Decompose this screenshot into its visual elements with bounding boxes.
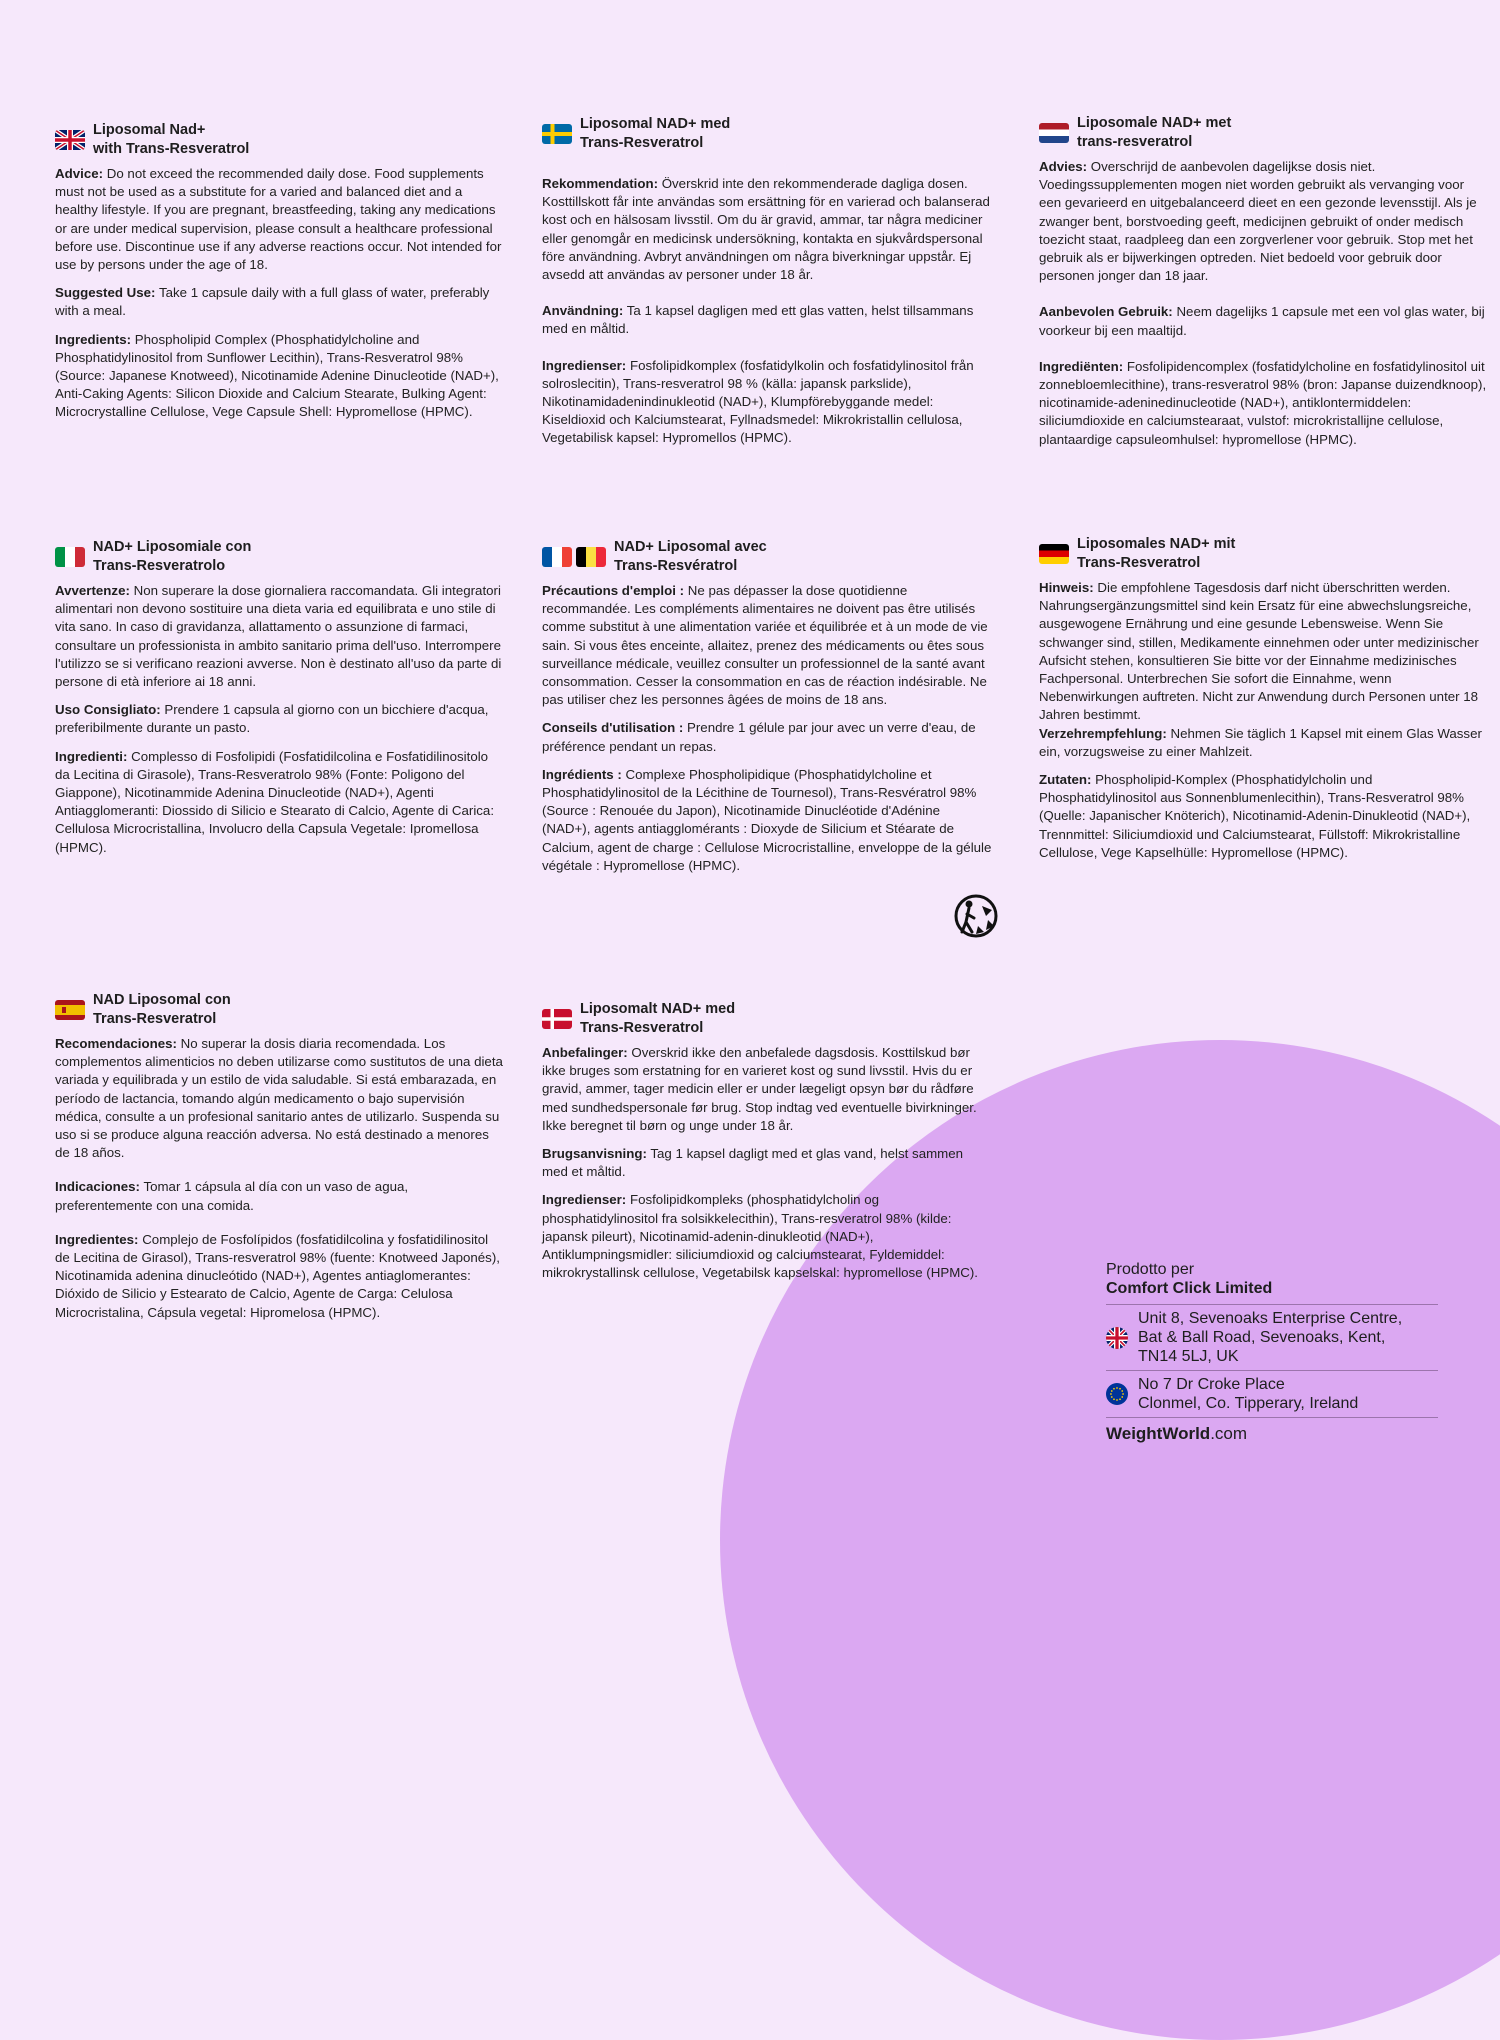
section-title: Liposomale NAD+ met trans-resveratrol	[1077, 115, 1232, 150]
section-french: NAD+ Liposomal avec Trans-Resvératrol Précautions d'emploi : Ne pas dépasser la dose quotidienne recommandée. Les compléments alimentaires ne doivent pas être utilisés comme substitut à une alimentation variée et équilibrée et à un mode de vie sain. Si vous êtes enceinte, allaitez, prenez des médicaments ou êtes sous surveillance médicale, veuillez consulter un professionnel de la santé avant consommation. Cesser la consommation en cas de réaction indésirable. Ne pas utiliser chez les personnes âgées de moins de 18 ans. Conseils d'utilisation : Prendre 1 gélule par jour avec un verre d'eau, de préférence pendant un repas. Ingrédients : Complexe Phospholipidique (Phosphatidylcholine et Phosphatidylinositol de la Lécithine de Tournesol), Trans-Resvératrol 98% (Source : Renouée du Japon), Nicotinamide Dinucléotide d'Adénine (NAD+), agents antiagglomérants : Dioxyde de Silicium et Stéarate de Calcium, agent de charge : Cellulose Microcristalline, enveloppe de la gélule végétale : Hypromellose (HPMC).	[542, 539, 992, 873]
section-title: Liposomales NAD+ mit Trans-Resveratrol	[1077, 536, 1236, 571]
section-english: Liposomal Nad+ with Trans-Resveratrol Advice: Do not exceed the recommended daily dose. Food supplements must not be used as a substitute for a varied and balanced diet and a healthy lifestyle. If you are pregnant, breastfeeding, taking any medications or are under medical supervision, please consult a healthcare professional before use. Discontinue use if any adverse reactions occur. Not intended for use by persons under the age of 18. Suggested Use: Take 1 capsule daily with a full glass of water, preferably with a meal. Ingredients: Phospholipid Complex (Phosphatidylcholine and Phosphatidylinositol from Sunflower Lecithin), Trans-Resveratrol 98% (Source: Japanese Knotweed), Nicotinamide Adenine Dinucleotide (NAD+), Anti-Caking Agents: Silicon Dioxide and Calcium Stearate, Bulking Agent: Microcrystalline Cellulose, Vege Capsule Shell: Hypromellose (HPMC).	[55, 122, 502, 420]
uk-flag-icon	[55, 130, 85, 150]
section-title: Liposomalt NAD+ med Trans-Resveratrol	[580, 1001, 736, 1036]
section-title: NAD+ Liposomiale con Trans-Resveratrolo	[93, 539, 252, 574]
spain-flag-icon	[55, 1000, 85, 1020]
section-spanish: NAD Liposomal con Trans-Resveratrol Recomendaciones: No superar la dosis diaria recomendada. Los complementos alimenticios no deben utilizarse como sustitutos de una dieta variada y equilibrada y un estilo de vida saludable. Si está embarazada, en período de lactancia, tomando algún medicamento o bajo supervisión médica, consulte a un profesional sanitario antes de utilizarlo. Suspenda su uso si se produce alguna reacción adversa. No está destinado a menores de 18 años. Indicaciones: Tomar 1 cápsula al día con un vaso de agua, preferentemente con una comida. Ingredientes: Complejo de Fosfolípidos (fosfatidilcolina y fosfatidilinositol de Lecitina de Girasol), Trans-resveratrol 98% (fuente: Knotweed Japonés), Nicotinamida adenina dinucleótido (NAD+), Agentes antiaglomerantes: Dióxido de Silicio y Estearato de Calcio, Agente de Carga: Celulosa Microcristalina, Cápsula vegetal: Hipromelosa (HPMC).	[55, 992, 503, 1320]
uk-address: Unit 8, Sevenoaks Enterprise Centre, Bat & Ball Road, Sevenoaks, Kent, TN14 5LJ, UK	[1106, 1304, 1438, 1370]
italy-flag-icon	[55, 547, 85, 567]
eu-address: No 7 Dr Croke Place Clonmel, Co. Tipperary, Ireland	[1106, 1370, 1438, 1417]
website: WeightWorld.com	[1106, 1417, 1438, 1443]
section-dutch: Liposomale NAD+ met trans-resveratrol Advies: Overschrijd de aanbevolen dagelijkse dosis niet. Voedingssupplementen mogen niet worden gebruikt als vervanging voor een gevarieerd en uitgebalanceerd dieet en een gezonde levensstijl. Als je zwanger bent, borstvoeding geeft, medicijnen gebruikt of onder medisch toezicht staat, raadpleeg dan een zorgverlener voor gebruik. Stop met het gebruik als er bijwerkingen optreden. Niet bedoeld voor gebruik door personen jonger dan 18 jaar. Aanbevolen Gebruik: Neem dagelijks 1 capsule met een vol glas water, bij voorkeur bij een maaltijd. Ingrediënten: Fosfolipidencomplex (fosfatidylcholine en fosfatidylinositol uit zonnebloemlecithine), trans-resveratrol 98% (bron: Japanse duizendknoop), nicotinamide-adeninedinucleotide (NAD+), antiklontermiddelen: siliciumdioxide en calciumstearaat, vulstof: microkristallijne cellulose, plantaardige capsuleomhulsel: hypromellose (HPMC).	[1039, 115, 1487, 447]
manufacturer-label: Prodotto per	[1106, 1261, 1195, 1278]
section-title: Liposomal NAD+ med Trans-Resveratrol	[580, 116, 731, 151]
eu-flag-icon	[1106, 1383, 1128, 1405]
section-swedish: Liposomal NAD+ med Trans-Resveratrol Rekommendation: Överskrid inte den rekommenderade dagliga dosen. Kosttillskott får inte användas som ersättning för en varierad och balanserad kost och en hälsosam livsstil. Om du är gravid, ammar, tar några mediciner eller genomgår en medicinsk undersökning, kontakta en sjukvårdspersonal före användning. Avbryt användningen om några biverkningar uppstår. Ej avsedd att användas av personer under 18 år. Användning: Ta 1 kapsel dagligen med ett glas vatten, helst tillsammans med en måltid. Ingredienser: Fosfolipidkomplex (fosfatidylkolin och fosfatidylinositol från solroslecitin), Trans-resveratrol 98 % (källa: japansk parkslide), Nikotinamidadenindinukleotid (NAD+), Klumpförebyggande medel: Kiseldioxid och Kalciumstearat, Fyllnadsmedel: Mikrokristallin cellulosa, Vegetabilisk kapsel: Hypromellos (HPMC).	[542, 116, 990, 446]
manufacturer-info	[1106, 1260, 1438, 1443]
netherlands-flag-icon	[1039, 123, 1069, 143]
section-danish: Liposomalt NAD+ med Trans-Resveratrol Anbefalinger: Overskrid ikke den anbefalede dagsdosis. Kosttilskud bør ikke bruges som erstatning for en varieret kost og sund livsstil. Hvis du er gravid, ammer, tager medicin eller er under lægeligt opsyn bør du rådføre med sundhedspersonale før brug. Stop indtag ved eventuelle bivirkninger. Ikke beregnet til børn og unge under 18 år. Brugsanvisning: Tag 1 kapsel dagligt med et glas vand, helst sammen med et måltid. Ingredienser: Fosfolipidkompleks (phosphatidylcholin og phosphatidylinositol fra solsikkelecithin), Trans-resveratrol 98% (kilde: japansk pileurt), Nicotinamid-adenin-dinukleotid (NAD+), Antiklumpningsmidler: siliciumdioxid og calciumstearat, Fyldemiddel: mikrokrystallinsk cellulose, Vegetabilsk kapselskal: hypromellose (HPMC).	[542, 1001, 978, 1281]
denmark-flag-icon	[542, 1009, 572, 1029]
section-title: NAD Liposomal con Trans-Resveratrol	[93, 992, 231, 1027]
belgium-flag-icon	[576, 547, 606, 567]
section-title: NAD+ Liposomal avec Trans-Resvératrol	[614, 539, 767, 574]
triman-recycling-icon	[952, 892, 1000, 940]
france-flag-icon	[542, 547, 572, 567]
section-german: Liposomales NAD+ mit Trans-Resveratrol Hinweis: Die empfohlene Tagesdosis darf nicht überschritten werden. Nahrungsergänzungsmittel sind kein Ersatz für eine abwechslungsreiche, ausgewogene Ernährung und eine gesunde Lebensweise. Wenn Sie schwanger sind, stillen, Medikamente einnehmen oder unter medizinischer Aufsicht stehen, konsultieren Sie bitte vor der Einnahme medizinisches Fachpersonal. Unterbrechen Sie sofort die Einnahme, wenn Nebenwirkungen auftreten. Nicht zur Anwendung durch Personen unter 18 Jahren bestimmt. Verzehrempfehlung: Nehmen Sie täglich 1 Kapsel mit einem Glas Wasser ein, vorzugsweise zu einer Mahlzeit. Zutaten: Phospholipid-Komplex (Phosphatidylcholin und Phosphatidylinositol aus Sonnenblumenlecithin), Trans-Resveratrol 98% (Quelle: Japanischer Knöterich), Nicotinamid-Adenin-Dinukleotid (NAD+), Trennmittel: Siliciumdioxid und Calciumstearat, Füllstoff: Mikrokristalline Cellulose, Vege Kapselhülle: Hypromellose (HPMC).	[1039, 536, 1482, 860]
company-name: Comfort Click Limited	[1106, 1280, 1273, 1297]
section-italian: NAD+ Liposomiale con Trans-Resveratrolo Avvertenze: Non superare la dose giornaliera raccomandata. Gli integratori alimentari non devono sostituire una dieta varia ed equilibrata e uno stile di vita sano. In caso di gravidanza, allattamento o assunzione di farmaci, consultare un professionista in ambito sanitario prima dell'uso. Interrompere l'utilizzo se si verificano reazioni avverse. Non è destinato all'uso da parte di persone di età inferiore ai 18 anni. Uso Consigliato: Prendere 1 capsula al giorno con un bicchiere d'acqua, preferibilmente durante un pasto. Ingredienti: Complesso di Fosfolipidi (Fosfatidilcolina e Fosfatidilinositolo da Lecitina di Girasole), Trans-Resveratrolo 98% (Fonte: Poligono del Giappone), Nicotinammide Adenina Dinucleotide (NAD+), Agenti Antiagglomeranti: Diossido di Silicio e Stearato di Calcio, Agente di Carica: Cellulosa Microcristallina, Involucro della Capsula Vegetale: Ipromellosa (HPMC).	[55, 539, 502, 855]
sweden-flag-icon	[542, 124, 572, 144]
germany-flag-icon	[1039, 544, 1069, 564]
section-title: Liposomal Nad+ with Trans-Resveratrol	[93, 122, 250, 157]
uk-flag-icon	[1106, 1327, 1128, 1349]
